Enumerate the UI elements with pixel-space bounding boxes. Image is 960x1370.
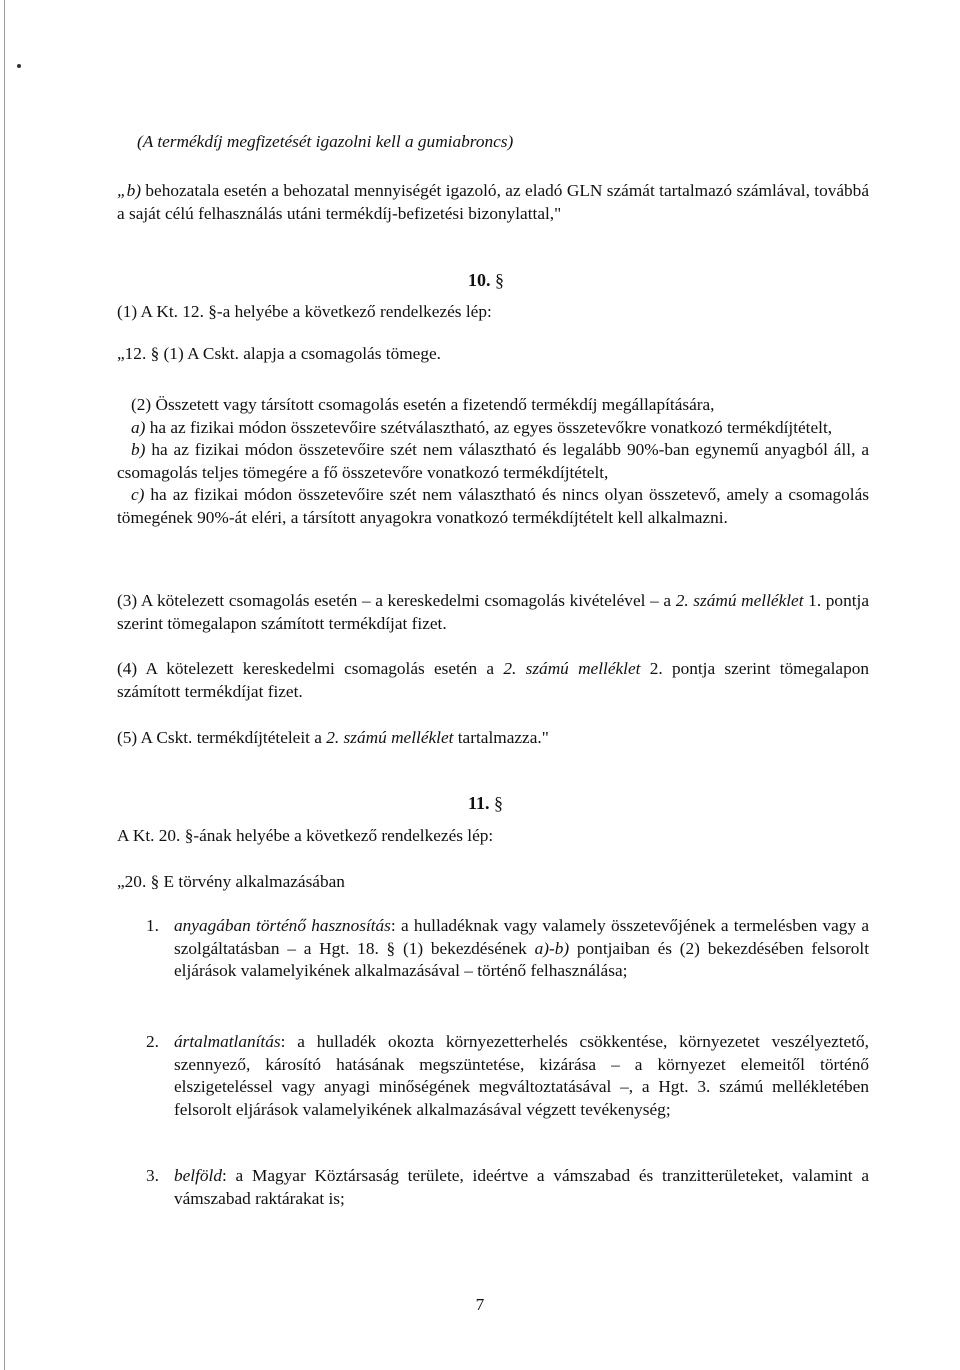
- sub3-annex-ref: 2. számú melléklet: [675, 591, 804, 610]
- sub2-a-text: ha az fizikai módon összetevőire szétválasztható, az egyes összetevőkre vonatkozó termékdíjtételt,: [145, 417, 833, 437]
- sub4-text-a: (4) A kötelezett kereskedelmi csomagolás esetén a: [117, 659, 504, 678]
- section-10-sub3: [117, 590, 869, 635]
- page-number: 7: [475, 1295, 485, 1314]
- sub2-c-text: ha az fizikai módon összetevőire szét nem választható és nincs olyan összetevő, amely a csomagolás tömegének 90%-át eléri, a társított anyagokra vonatkozó termékdíjtételt kell alkalmazni.: [117, 485, 869, 527]
- scan-edge-line: [4, 0, 5, 1370]
- sub2-point-a: [117, 417, 869, 440]
- item-body-a: : a hulladéknak vagy valamely összetevőjének a termelésben vagy a szolgáltatásban – a Hgt. 18. § (1) bekezdésének: [174, 916, 869, 958]
- sub5-annex-ref: 2. számú melléklet: [326, 728, 454, 747]
- definition-item: [146, 915, 869, 1011]
- item-number: 3.: [146, 1166, 159, 1185]
- section-10-sub1: (1) A Kt. 12. §-a helyébe a következő rendelkezés lép:: [117, 302, 492, 321]
- sub2-c-label: c): [131, 485, 145, 504]
- section-sign-11: §: [494, 793, 504, 813]
- item-term: anyagában történő hasznosítás: [174, 916, 391, 935]
- section-10-heading: [468, 270, 504, 291]
- sub5-text-b: tartalmazza.": [453, 728, 549, 747]
- section-10-sub2: [117, 394, 869, 529]
- item-number: 1.: [146, 916, 159, 935]
- sub2-a-label: a): [131, 417, 146, 437]
- item-italic-ref: a)-b): [534, 938, 570, 958]
- sub3-text-a: (3) A kötelezett csomagolás esetén – a kereskedelmi csomagolás kivételével – a: [117, 591, 676, 610]
- section-sign-10: §: [495, 270, 504, 290]
- section-11-title: „20. § E törvény alkalmazásában: [117, 872, 345, 891]
- definition-item: [146, 1031, 869, 1151]
- sub2-point-c: [117, 484, 869, 529]
- section-10-number: 10.: [468, 270, 491, 290]
- paragraph-b: [117, 180, 869, 225]
- item-body-b: pontjaiban és (2) bekezdésében felsorolt eljárások valamelyikének alkalmazásával – történő felhasználása;: [174, 938, 869, 980]
- item-number: 2.: [146, 1032, 159, 1051]
- item-text: [174, 1165, 869, 1210]
- item-text: [174, 915, 869, 983]
- section-10-sub5: [117, 727, 869, 750]
- sub2-intro: (2) Összetett vagy társított csomagolás esetén a fizetendő termékdíj megállapítására,: [131, 395, 715, 414]
- sub4-text-b: 2. pontja szerint tömegalapon számított termékdíjat fizet.: [117, 659, 870, 701]
- section-11-intro: A Kt. 20. §-ának helyébe a következő rendelkezés lép:: [117, 826, 494, 845]
- section-10-sub4: [117, 658, 869, 703]
- italic-heading: (A termékdíj megfizetését igazolni kell a gumiabroncs): [137, 132, 514, 151]
- item-body: : a Magyar Köztársaság területe, ideértve a vámszabad és tranzitterületeket, valamint a vámszabad raktárakat is;: [174, 1166, 869, 1208]
- section-10-title: „12. § (1) A Cskt. alapja a csomagolás tömege.: [117, 344, 441, 363]
- sub2-point-b: [117, 439, 869, 484]
- sub5-text-a: (5) A Cskt. termékdíjtételeit a: [117, 728, 327, 747]
- item-term: ártalmatlanítás: [174, 1032, 281, 1051]
- item-body: : a hulladék okozta környezetterhelés csökkentése, környezetet veszélyeztető, szennyező, károsító hatásának megszüntetése, kizárása – a környezet elemeitől történő elszigeteléssel vagy anyagi minőségének megváltoztatásával –, a Hgt. 3. számú mellékletében felsorolt eljárások valamelyikének alkalmazásával végzett tevékenység;: [174, 1032, 869, 1119]
- sub3-text-b: 1. pontja szerint tömegalapon számított termékdíjat fizet.: [117, 591, 869, 633]
- section-11-heading: [468, 793, 503, 814]
- scan-speck: [17, 64, 21, 68]
- sub4-annex-ref: 2. számú melléklet: [503, 659, 641, 678]
- item-term: belföld: [174, 1166, 222, 1185]
- definition-item: [146, 1165, 869, 1215]
- paragraph-b-text: behozatala esetén a behozatal mennyiségét igazoló, az eladó GLN számát tartalmazó számlával, továbbá a saját célú felhasználás utáni termékdíj-befizetési bizonylattal,": [117, 181, 869, 223]
- paragraph-b-label: „b): [117, 181, 142, 200]
- sub2-b-label: b): [131, 440, 146, 459]
- section-11-number: 11.: [468, 793, 490, 813]
- sub2-b-text: ha az fizikai módon összetevőire szét nem választható és legalább 90%-ban egynemű anyagból áll, a csomagolás teljes tömegére a fő összetevőre vonatkozó termékdíjtételt,: [117, 440, 869, 482]
- item-text: [174, 1031, 869, 1121]
